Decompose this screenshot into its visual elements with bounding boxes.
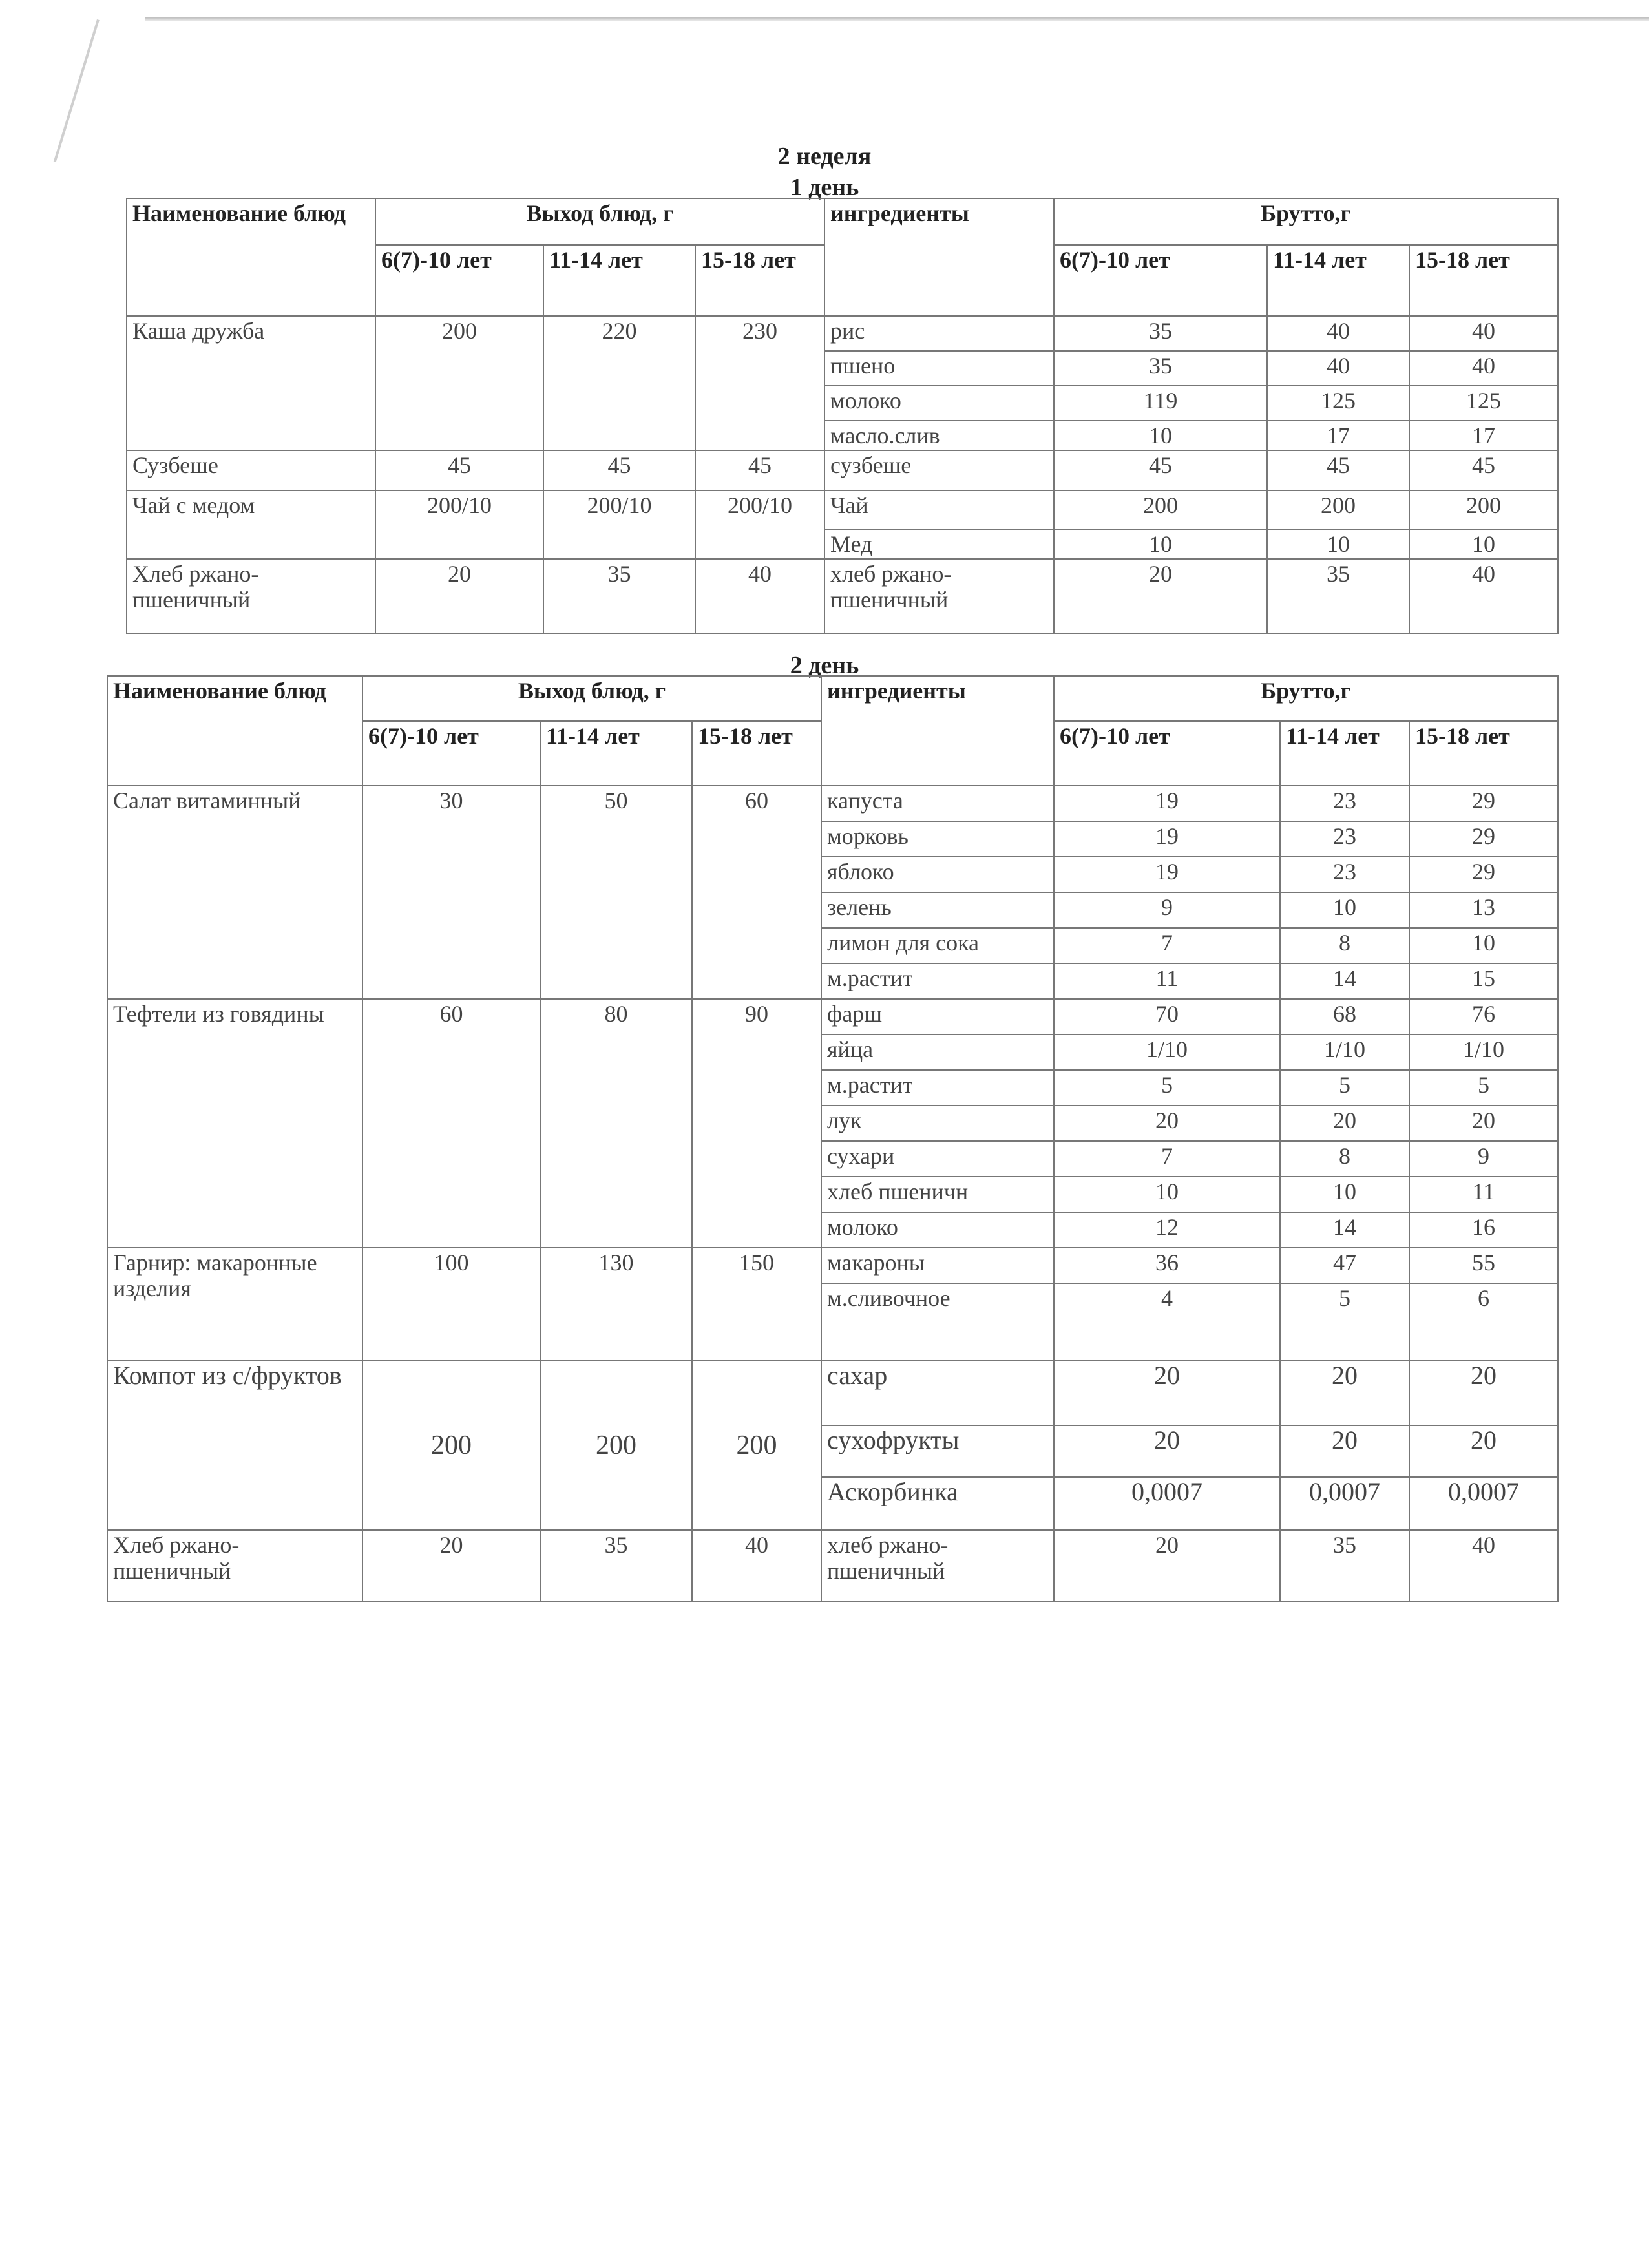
scan-edge-top <box>145 17 1649 21</box>
ingredient-brutto-age2: 20 <box>1280 1361 1409 1425</box>
dish-output-age1: 200 <box>375 316 543 450</box>
ingredient-brutto-age2: 45 <box>1267 450 1409 490</box>
table-row <box>107 786 1558 821</box>
ingredient-brutto-age2: 8 <box>1280 928 1409 963</box>
ingredient-brutto-age1: 20 <box>1054 1425 1280 1477</box>
ingredient-name: Мед <box>824 529 1054 559</box>
dish-output-age2: 200/10 <box>543 490 695 559</box>
ingredient-brutto-age3: 11 <box>1409 1177 1558 1212</box>
ingredient-name: пшено <box>824 351 1054 386</box>
ingredient-name: хлеб ржано-пшеничный <box>821 1530 1054 1601</box>
dish-output-age1: 45 <box>375 450 543 490</box>
ingredient-brutto-age1: 19 <box>1054 786 1280 821</box>
table-row <box>107 1248 1558 1283</box>
day2-rows <box>107 786 1558 1601</box>
ingredient-brutto-age3: 20 <box>1409 1361 1558 1425</box>
ingredient-brutto-age3: 76 <box>1409 999 1558 1034</box>
ingredient-name: фарш <box>821 999 1054 1034</box>
table-row <box>127 490 1558 529</box>
ingredient-brutto-age2: 5 <box>1280 1070 1409 1106</box>
dish-output-age2: 220 <box>543 316 695 450</box>
ingredient-brutto-age3: 15 <box>1409 963 1558 999</box>
ingredient-brutto-age1: 7 <box>1054 928 1280 963</box>
ingredient-name: сузбеше <box>824 450 1054 490</box>
day1-rows <box>127 316 1558 633</box>
dish-output-age3: 150 <box>692 1248 821 1361</box>
ingredient-brutto-age2: 20 <box>1280 1425 1409 1477</box>
ingredient-name: рис <box>824 316 1054 351</box>
ingredient-brutto-age2: 23 <box>1280 821 1409 857</box>
dish-name: Тефтели из говядины <box>107 999 362 1248</box>
header-brutto-age3: 15-18 лет <box>1409 721 1558 786</box>
ingredient-brutto-age1: 10 <box>1054 1177 1280 1212</box>
ingredient-brutto-age2: 10 <box>1280 1177 1409 1212</box>
dish-output-age1: 30 <box>362 786 540 999</box>
ingredient-brutto-age1: 45 <box>1054 450 1267 490</box>
ingredient-brutto-age1: 19 <box>1054 857 1280 892</box>
ingredient-brutto-age2: 47 <box>1280 1248 1409 1283</box>
dish-name: Салат витаминный <box>107 786 362 999</box>
dish-output-age2: 35 <box>540 1530 692 1601</box>
dish-name: Хлеб ржано-пшеничный <box>127 559 375 633</box>
ingredient-brutto-age2: 40 <box>1267 316 1409 351</box>
ingredient-brutto-age2: 23 <box>1280 857 1409 892</box>
ingredient-brutto-age2: 17 <box>1267 421 1409 450</box>
ingredient-brutto-age1: 19 <box>1054 821 1280 857</box>
header-dish: Наименование блюд <box>127 198 375 316</box>
header-output-age1: 6(7)-10 лет <box>375 245 543 316</box>
header-brutto-age3: 15-18 лет <box>1409 245 1558 316</box>
ingredient-name: зелень <box>821 892 1054 928</box>
ingredient-name: яблоко <box>821 857 1054 892</box>
header-brutto-age2: 11-14 лет <box>1280 721 1409 786</box>
ingredient-brutto-age3: 20 <box>1409 1106 1558 1141</box>
ingredient-brutto-age2: 68 <box>1280 999 1409 1034</box>
ingredient-brutto-age1: 200 <box>1054 490 1267 529</box>
ingredient-name: хлеб ржано-пшеничный <box>824 559 1054 633</box>
ingredient-brutto-age3: 40 <box>1409 559 1558 633</box>
ingredient-name: Аскорбинка <box>821 1477 1054 1530</box>
ingredient-brutto-age2: 35 <box>1267 559 1409 633</box>
ingredient-brutto-age3: 40 <box>1409 351 1558 386</box>
ingredient-brutto-age3: 40 <box>1409 1530 1558 1601</box>
ingredient-brutto-age3: 20 <box>1409 1425 1558 1477</box>
header-brutto: Брутто,г <box>1054 198 1558 245</box>
table-row <box>127 316 1558 351</box>
ingredient-brutto-age3: 0,0007 <box>1409 1477 1558 1530</box>
ingredient-name: м.растит <box>821 963 1054 999</box>
ingredient-brutto-age2: 125 <box>1267 386 1409 421</box>
ingredient-brutto-age3: 6 <box>1409 1283 1558 1361</box>
week-title: 2 неделя <box>777 143 872 170</box>
ingredient-brutto-age2: 10 <box>1267 529 1409 559</box>
dish-output-age3: 40 <box>692 1530 821 1601</box>
ingredient-brutto-age3: 13 <box>1409 892 1558 928</box>
dish-output-age3: 45 <box>695 450 824 490</box>
dish-output-age2: 35 <box>543 559 695 633</box>
ingredient-name: молоко <box>821 1212 1054 1248</box>
ingredient-brutto-age1: 20 <box>1054 1106 1280 1141</box>
ingredient-brutto-age2: 14 <box>1280 963 1409 999</box>
ingredient-brutto-age1: 11 <box>1054 963 1280 999</box>
ingredient-brutto-age1: 10 <box>1054 421 1267 450</box>
dish-name: Каша дружба <box>127 316 375 450</box>
ingredient-brutto-age2: 40 <box>1267 351 1409 386</box>
header-brutto-age2: 11-14 лет <box>1267 245 1409 316</box>
ingredient-brutto-age1: 70 <box>1054 999 1280 1034</box>
ingredient-brutto-age3: 17 <box>1409 421 1558 450</box>
ingredient-name: Чай <box>824 490 1054 529</box>
ingredient-brutto-age1: 7 <box>1054 1141 1280 1177</box>
ingredient-name: сахар <box>821 1361 1054 1425</box>
ingredient-name: масло.слив <box>824 421 1054 450</box>
dish-output-age3: 90 <box>692 999 821 1248</box>
header-output-age2: 11-14 лет <box>543 245 695 316</box>
ingredient-brutto-age1: 36 <box>1054 1248 1280 1283</box>
ingredient-brutto-age3: 10 <box>1409 529 1558 559</box>
dish-output-age1: 100 <box>362 1248 540 1361</box>
ingredient-brutto-age3: 45 <box>1409 450 1558 490</box>
ingredient-name: молоко <box>824 386 1054 421</box>
dish-output-age2: 50 <box>540 786 692 999</box>
day2-title: 2 день <box>790 652 859 679</box>
dish-output-age2: 200 <box>540 1361 692 1530</box>
ingredient-name: макароны <box>821 1248 1054 1283</box>
ingredient-name: сухофрукты <box>821 1425 1054 1477</box>
header-brutto-age1: 6(7)-10 лет <box>1054 721 1280 786</box>
dish-output-age3: 200/10 <box>695 490 824 559</box>
header-ingredients: ингредиенты <box>824 198 1054 316</box>
ingredient-brutto-age1: 20 <box>1054 559 1267 633</box>
table-row <box>107 999 1558 1034</box>
day2-menu-table <box>107 675 1559 1602</box>
ingredient-name: яйца <box>821 1034 1054 1070</box>
ingredient-brutto-age3: 200 <box>1409 490 1558 529</box>
ingredient-brutto-age3: 10 <box>1409 928 1558 963</box>
table-row <box>127 559 1558 633</box>
ingredient-brutto-age2: 5 <box>1280 1283 1409 1361</box>
header-output-age3: 15-18 лет <box>695 245 824 316</box>
header-ingredients: ингредиенты <box>821 676 1054 786</box>
ingredient-brutto-age1: 5 <box>1054 1070 1280 1106</box>
dish-name: Чай с медом <box>127 490 375 559</box>
ingredient-brutto-age2: 1/10 <box>1280 1034 1409 1070</box>
ingredient-name: морковь <box>821 821 1054 857</box>
ingredient-brutto-age3: 55 <box>1409 1248 1558 1283</box>
ingredient-brutto-age2: 14 <box>1280 1212 1409 1248</box>
header-output-age1: 6(7)-10 лет <box>362 721 540 786</box>
ingredient-brutto-age2: 23 <box>1280 786 1409 821</box>
ingredient-brutto-age1: 9 <box>1054 892 1280 928</box>
ingredient-brutto-age1: 20 <box>1054 1361 1280 1425</box>
ingredient-brutto-age1: 10 <box>1054 529 1267 559</box>
dish-output-age2: 80 <box>540 999 692 1248</box>
ingredient-brutto-age1: 35 <box>1054 316 1267 351</box>
dish-name: Сузбеше <box>127 450 375 490</box>
ingredient-name: капуста <box>821 786 1054 821</box>
ingredient-brutto-age3: 1/10 <box>1409 1034 1558 1070</box>
dish-output-age3: 40 <box>695 559 824 633</box>
ingredient-name: м.сливочное <box>821 1283 1054 1361</box>
dish-output-age3: 60 <box>692 786 821 999</box>
ingredient-brutto-age1: 119 <box>1054 386 1267 421</box>
ingredient-brutto-age3: 29 <box>1409 857 1558 892</box>
ingredient-brutto-age1: 4 <box>1054 1283 1280 1361</box>
ingredient-brutto-age2: 8 <box>1280 1141 1409 1177</box>
dish-output-age2: 45 <box>543 450 695 490</box>
ingredient-brutto-age2: 0,0007 <box>1280 1477 1409 1530</box>
ingredient-brutto-age3: 9 <box>1409 1141 1558 1177</box>
dish-name: Гарнир: макаронные изделия <box>107 1248 362 1361</box>
ingredient-brutto-age3: 29 <box>1409 821 1558 857</box>
ingredient-brutto-age1: 35 <box>1054 351 1267 386</box>
day1-menu-table <box>126 198 1559 634</box>
table-row <box>127 450 1558 490</box>
dish-output-age1: 200 <box>362 1361 540 1530</box>
ingredient-name: хлеб пшеничн <box>821 1177 1054 1212</box>
dish-output-age1: 20 <box>375 559 543 633</box>
ingredient-brutto-age1: 12 <box>1054 1212 1280 1248</box>
table-row <box>107 1361 1558 1425</box>
ingredient-brutto-age1: 20 <box>1054 1530 1280 1601</box>
ingredient-brutto-age2: 20 <box>1280 1106 1409 1141</box>
dish-output-age3: 200 <box>692 1361 821 1530</box>
ingredient-brutto-age3: 16 <box>1409 1212 1558 1248</box>
dish-output-age1: 60 <box>362 999 540 1248</box>
ingredient-name: лимон для сока <box>821 928 1054 963</box>
dish-name: Хлеб ржано-пшеничный <box>107 1530 362 1601</box>
ingredient-brutto-age3: 29 <box>1409 786 1558 821</box>
ingredient-brutto-age2: 10 <box>1280 892 1409 928</box>
ingredient-brutto-age3: 5 <box>1409 1070 1558 1106</box>
ingredient-brutto-age3: 125 <box>1409 386 1558 421</box>
scan-edge-left <box>54 19 100 162</box>
ingredient-brutto-age1: 0,0007 <box>1054 1477 1280 1530</box>
header-output: Выход блюд, г <box>362 676 821 721</box>
ingredient-name: сухари <box>821 1141 1054 1177</box>
header-brutto-age1: 6(7)-10 лет <box>1054 245 1267 316</box>
dish-output-age3: 230 <box>695 316 824 450</box>
day1-title: 1 день <box>790 174 859 201</box>
ingredient-name: м.растит <box>821 1070 1054 1106</box>
header-output: Выход блюд, г <box>375 198 824 245</box>
ingredient-brutto-age1: 1/10 <box>1054 1034 1280 1070</box>
ingredient-brutto-age3: 40 <box>1409 316 1558 351</box>
ingredient-brutto-age2: 35 <box>1280 1530 1409 1601</box>
header-dish: Наименование блюд <box>107 676 362 786</box>
dish-output-age1: 200/10 <box>375 490 543 559</box>
ingredient-brutto-age2: 200 <box>1267 490 1409 529</box>
dish-name: Компот из с/фруктов <box>107 1361 362 1530</box>
header-output-age3: 15-18 лет <box>692 721 821 786</box>
dish-output-age2: 130 <box>540 1248 692 1361</box>
header-brutto: Брутто,г <box>1054 676 1558 721</box>
dish-output-age1: 20 <box>362 1530 540 1601</box>
ingredient-name: лук <box>821 1106 1054 1141</box>
table-row <box>107 1530 1558 1601</box>
header-output-age2: 11-14 лет <box>540 721 692 786</box>
